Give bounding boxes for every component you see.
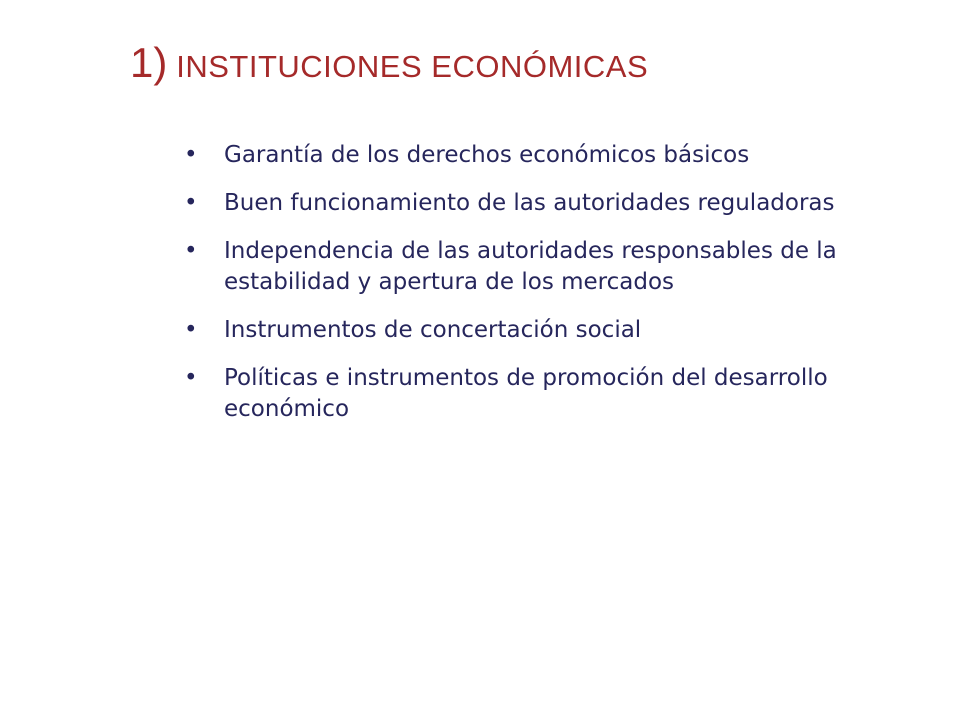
bullet-text: Buen funcionamiento de las autoridades reguladoras <box>224 190 835 216</box>
bullet-icon: • <box>184 365 198 391</box>
bullet-text: Garantía de los derechos económicos básicos <box>224 142 750 168</box>
bullet-text: Independencia de las autoridades responsables de la estabilidad y apertura de los mercados <box>224 238 837 295</box>
bullet-item <box>184 363 884 425</box>
bullet-item <box>184 140 884 171</box>
bullet-list <box>184 140 884 442</box>
title-text: INSTITUCIONES ECONÓMICAS <box>176 49 649 84</box>
bullet-item <box>184 315 884 346</box>
bullet-item <box>184 236 884 298</box>
slide-title <box>130 39 649 86</box>
bullet-icon: • <box>184 238 198 264</box>
title-number: 1) <box>130 39 168 86</box>
bullet-icon: • <box>184 190 198 216</box>
bullet-text: Políticas e instrumentos de promoción del desarrollo económico <box>224 365 828 422</box>
bullet-text: Instrumentos de concertación social <box>224 317 642 343</box>
bullet-icon: • <box>184 317 198 343</box>
bullet-icon: • <box>184 142 198 168</box>
bullet-item <box>184 188 884 219</box>
